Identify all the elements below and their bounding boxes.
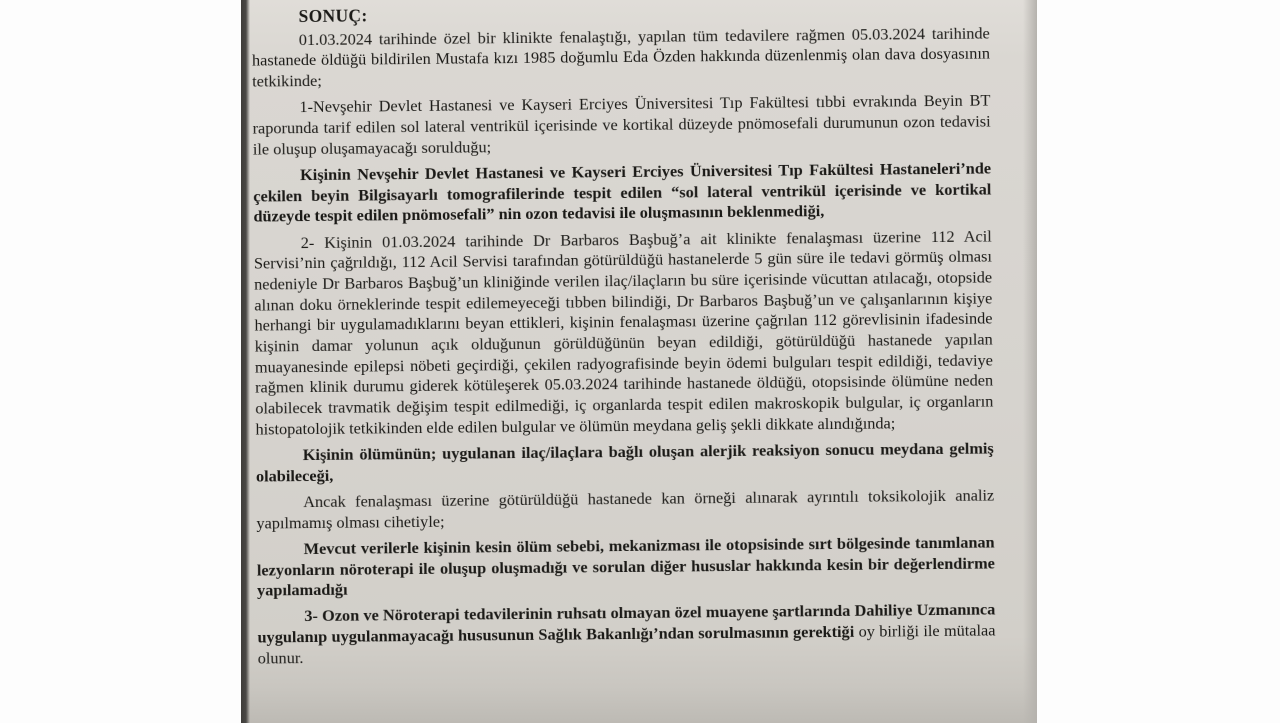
section-title: SONUÇ: [298, 5, 368, 27]
scanned-document-page [241, 0, 1037, 723]
text-run: Kişinin ölümünün; uygulanan ilaç/ilaçlara bağlı oluşan alerjik reaksiyon sonucu meydana gelmiş olabileceği, [255, 438, 994, 486]
paragraph [257, 532, 996, 601]
paragraph [253, 158, 992, 227]
paragraph [256, 439, 994, 487]
text-run: 1-Nevşehir Devlet Hastanesi ve Kayseri Erciyes Üniversitesi Tıp Fakültesi tıbbi evrakında Beyin BT raporunda tarif edilen sol lateral ventrikül içerisinde ve kortikal düzeyde pnömosefali durumunun ozon tedavisi ile oluşup oluşamayacağı sorulduğu; [252, 90, 991, 159]
paragraph [252, 91, 991, 160]
paragraph [252, 23, 991, 92]
text-run: 01.03.2024 tarihinde özel bir klinikte fenalaştığı, yapılan tüm tedavilere rağmen 05.03.2024 tarihinde hastanede öldüğü bildirilen Mustafa kızı 1985 doğumlu Eda Özden hakkında düzenlenmiş olan dava dosyasının tetkikinde; [251, 23, 991, 91]
text-run: 2- Kişinin 01.03.2024 tarihinde Dr Barbaros Başbuğ’a ait klinikte fenalaşması üzerine 112 Acil Servisi’nin çağrıldığı, 112 Acil Servisi tarafından götürüldüğü hastanelerde 5 gün süre ile tedavi görmüş olması nedeniyle Dr Barbaros Başbuğ’un kliniğinde verilen ilaç/ilaçların bu süre içerisinde vücuttan atılacağı, otopside alınan doku örneklerinde tespit edilemeyeceği tıbben bilindiği, Dr Barbaros Başbuğ’un ve çalışanlarının kişiye herhangi bir uygulamadıklarını beyan ettikleri, kişinin fenalaşması üzerine çağrılan 112 görevlisinin ifadesinde kişinin damar yolunun açık olduğunun görüldüğünün beyan edildiği, götürüldüğü hastanede yapılan muayanesinde epilepsi nöbeti geçirdiği, çekilen radyografisinde beyin ödemi bulguları tespit edildiği, tedaviye rağmen klinik durumu giderek kötüleşerek 05.03.2024 tarihinde hastanede öldüğü, otopsisinde ölümüne neden olabilecek travmatik değişim tespit edilmediği, iç organlarda tespit edilen makroskopik bulgular, iç organların histopatolojik tetkikinden elde edilen bulgular ve ölümün meydana geliş şekli dikkate alındığında; [253, 225, 994, 439]
paragraph [254, 226, 994, 440]
text-run: Ancak fenalaşması üzerine götürüldüğü hastanede kan örneği alınarak ayrıntılı toksikolojik analiz yapılmamış olması cihetiyle; [256, 485, 995, 533]
document-body [251, 0, 995, 669]
text-run: 3- Ozon ve Nöroterapi tedavilerinin ruhsatı olmayan özel muayene şartlarında Dahiliye Uzmanınca uygulanıp uygulanmayacağı hususunun Sağlık Bakanlığı’ndan sorulmasının gerektiği [257, 599, 996, 647]
text-run: Kişinin Nevşehir Devlet Hastanesi ve Kayseri Erciyes Üniversitesi Tıp Fakültesi Hastaneleri’nde çekilen beyin Bilgisayarlı tomografilerinde tespit edilen “sol lateral ventrikül içerisinde ve kortikal düzeyde tespit edilen pnömosefali” nin ozon tedavisi ile oluşmasının beklenmediği, [253, 158, 992, 226]
text-run: Mevcut verilerle kişinin kesin ölüm sebebi, mekanizması ile otopsisinde sırt bölgesinde tanımlanan lezyonların nöroterapi ile oluşup oluşmadığı ve sorulan diğer hususlar hakkında kesin bir değerlendirme yapılamadığı [256, 532, 995, 600]
paragraph [257, 600, 996, 669]
text-run: oy birliği ile mütalaa olunur. [257, 620, 996, 668]
paragraph [256, 485, 994, 533]
